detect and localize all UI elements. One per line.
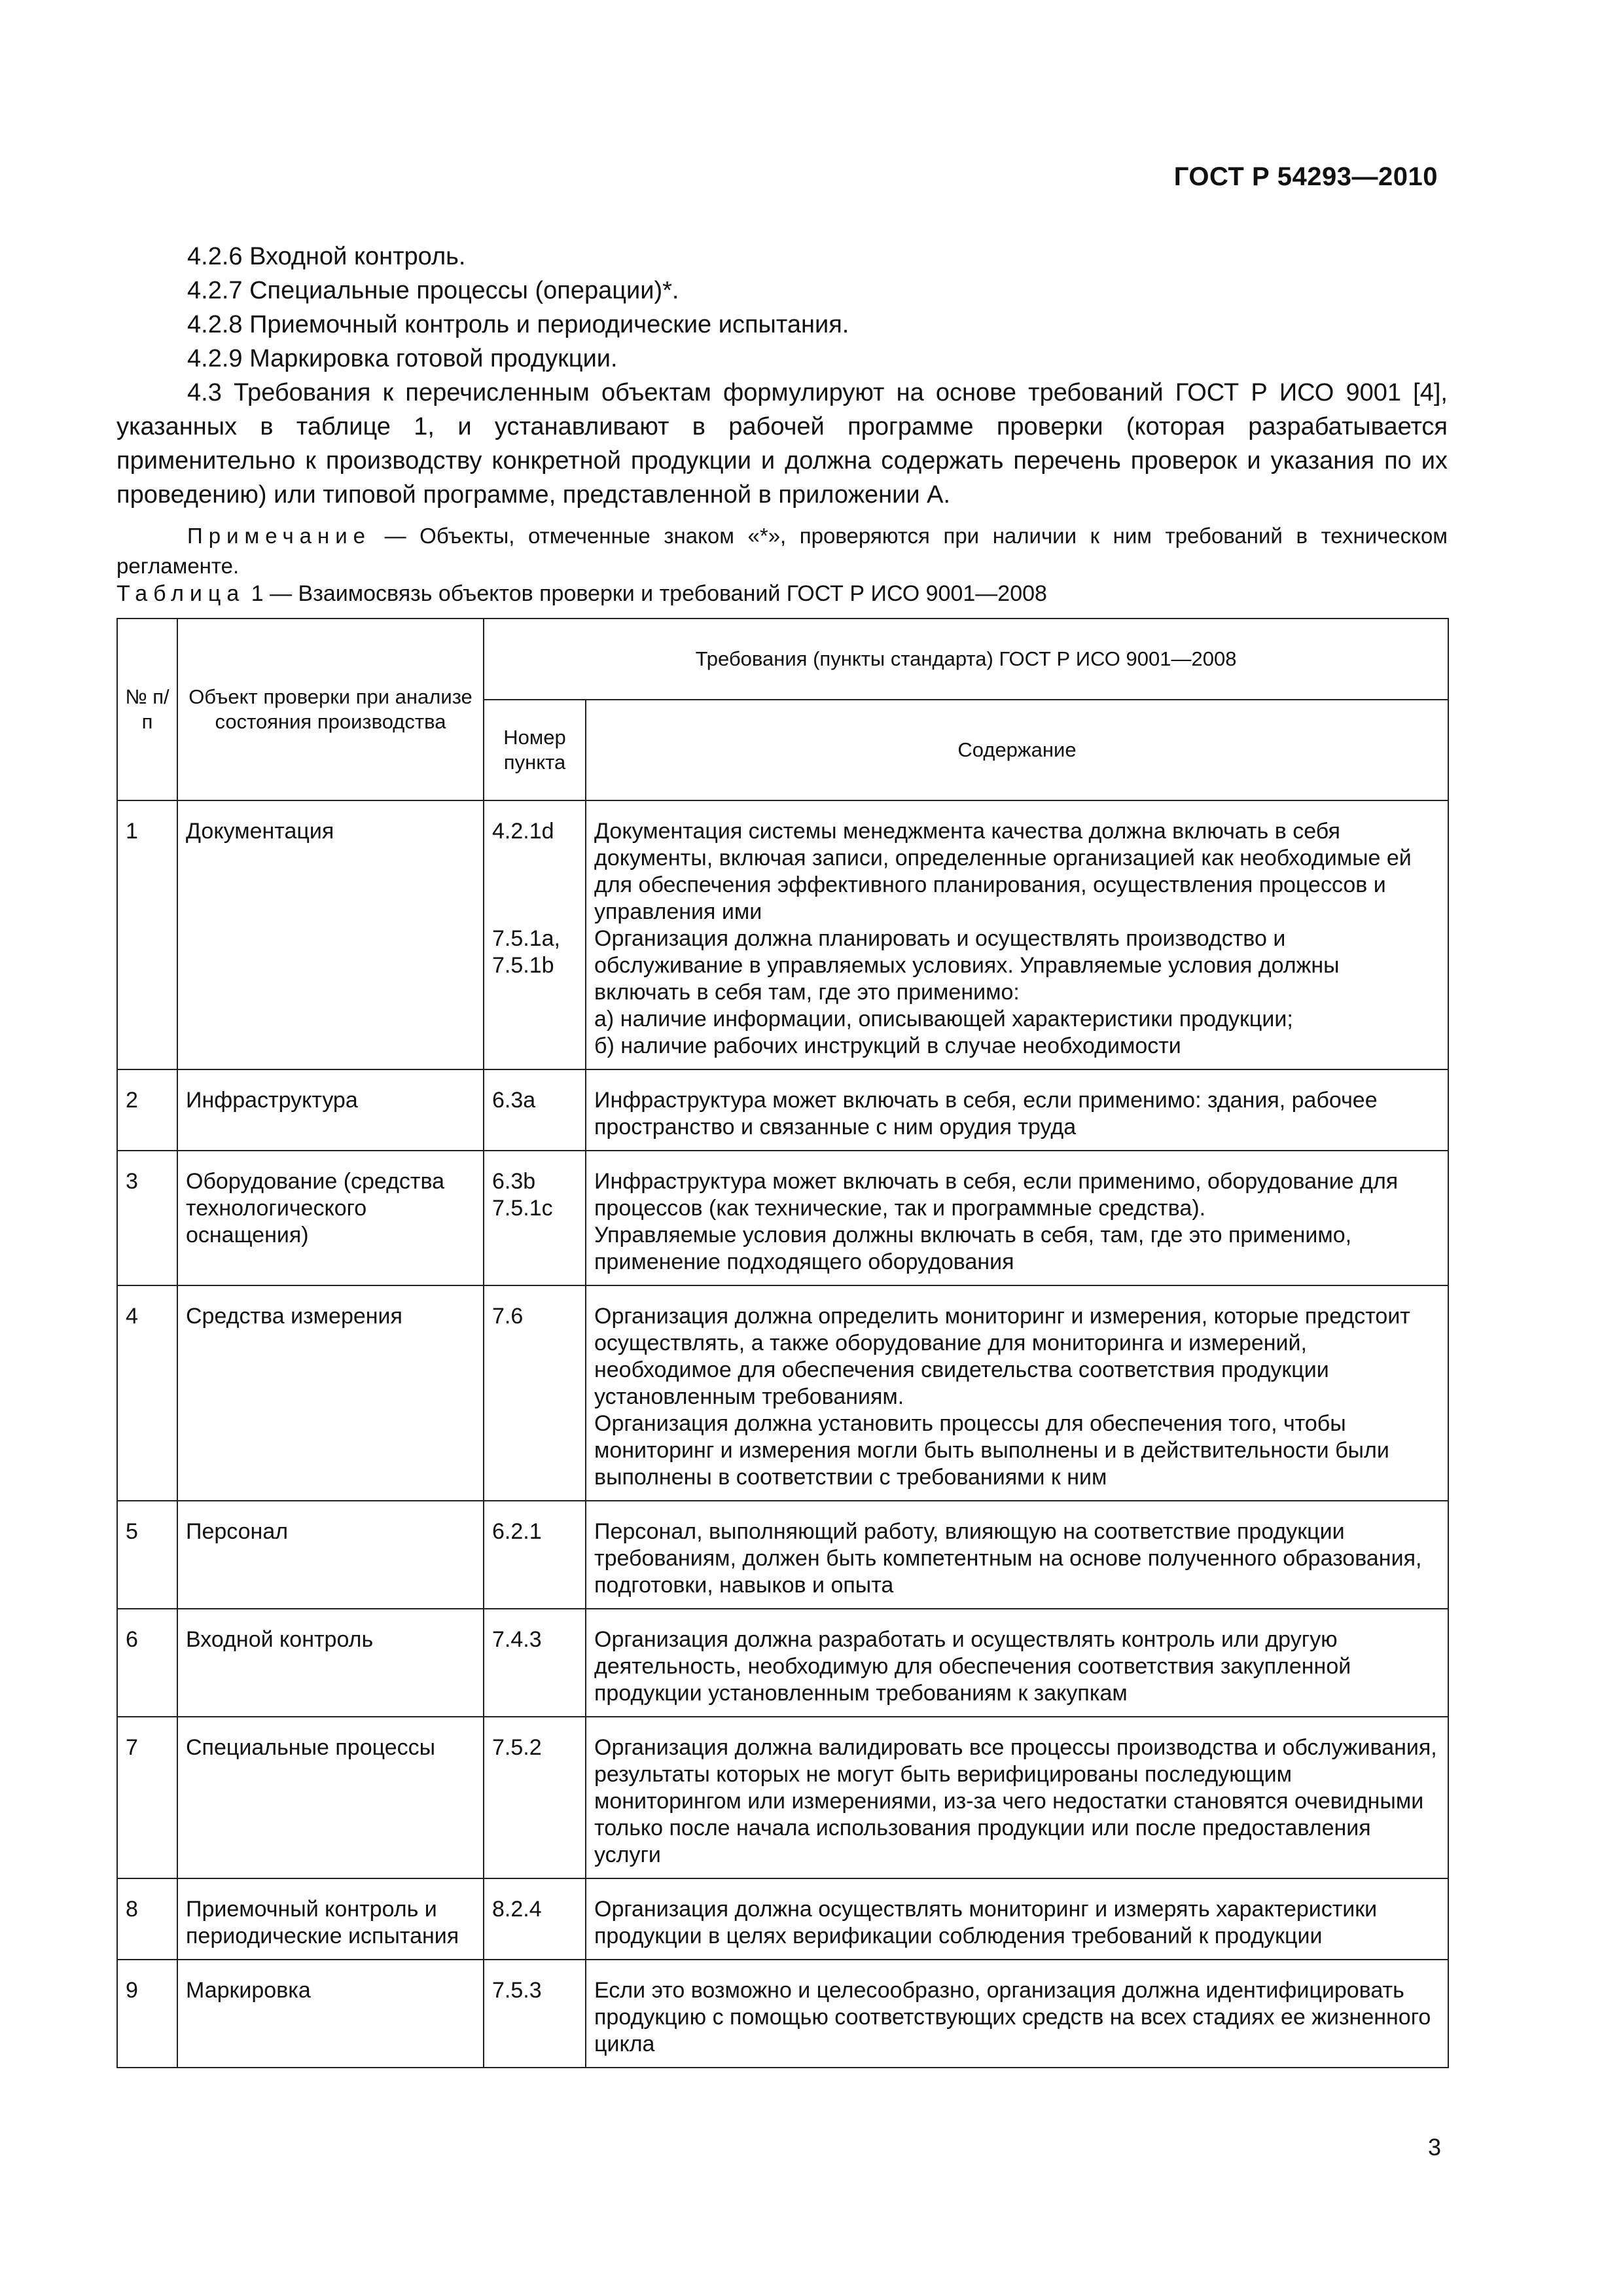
row-no: 7 <box>117 1717 177 1878</box>
row-clause: 7.6 <box>484 1285 586 1501</box>
header-content: Содержание <box>586 700 1448 800</box>
clause-4-2-7: 4.2.7 Специальные процессы (операции)*. <box>187 277 679 304</box>
row-no: 1 <box>117 800 177 1069</box>
row-content-part: Управляемые условия должны включать в себя, там, где это применимо, применение подходящего оборудования <box>594 1223 1352 1274</box>
row-content <box>586 1151 1448 1285</box>
row-clause: 7.5.3 <box>484 1960 586 2068</box>
row-content-part: а) наличие информации, описывающей характеристики продукции; <box>594 1007 1293 1031</box>
row-no: 2 <box>117 1069 177 1151</box>
table-row <box>117 1609 1448 1717</box>
table-caption-label: Таблица <box>116 581 245 606</box>
row-no: 4 <box>117 1285 177 1501</box>
body-text <box>116 240 1448 581</box>
row-clause: 8.2.4 <box>484 1878 586 1960</box>
row-object: Оборудование (средства технологического оснащения) <box>177 1151 484 1285</box>
row-object: Средства измерения <box>177 1285 484 1501</box>
standard-code: ГОСТ Р 54293—2010 <box>1173 162 1438 191</box>
clause-4-2-8: 4.2.8 Приемочный контроль и периодические испытания. <box>187 311 849 338</box>
clause-4-2-6: 4.2.6 Входной контроль. <box>187 243 466 270</box>
paragraph-4-3: 4.3 Требования к перечисленным объектам формулируют на основе требований ГОСТ Р ИСО 9001 [4], указанных в таблице 1, и устанавливают в рабочей программе проверки (которая разрабатывается применительно к производству конкретной продукции и должна содержать перечень проверок и указания по их проведению) или типовой программе, представленной в приложении А. <box>116 379 1448 509</box>
row-content: Если это возможно и целесообразно, организация должна идентифицировать продукцию с помощью соответствующих средств на всех стадиях ее жизненного цикла <box>586 1960 1448 2068</box>
note-label: Примечание <box>187 524 372 548</box>
row-object: Маркировка <box>177 1960 484 2068</box>
row-content-part: б) наличие рабочих инструкций в случае необходимости <box>594 1033 1181 1058</box>
row-content: Организация должна разработать и осуществлять контроль или другую деятельность, необходимую для обеспечения соответствия закупленной продукции установленным требованиям к закупкам <box>586 1609 1448 1717</box>
row-no: 6 <box>117 1609 177 1717</box>
note <box>116 521 1448 581</box>
header-requirements: Требования (пункты стандарта) ГОСТ Р ИСО 9001—2008 <box>484 619 1448 700</box>
row-clause: 6.2.1 <box>484 1501 586 1609</box>
table-caption-text: 1 — Взаимосвязь объектов проверки и требований ГОСТ Р ИСО 9001—2008 <box>245 581 1047 606</box>
row-clause-primary: 4.2.1d <box>492 819 554 844</box>
row-content-part: Инфраструктура может включать в себя, если применимо, оборудование для процессов (как технические, так и программные средства). <box>594 1169 1399 1221</box>
row-object: Инфраструктура <box>177 1069 484 1151</box>
row-content-part: Организация должна установить процессы для обеспечения того, чтобы мониторинг и измерения могли быть выполнены и в действительности были выполнены в соответствии с требованиями к ним <box>594 1411 1389 1490</box>
header-object: Объект проверки при анализе состояния производства <box>177 619 484 800</box>
table-row <box>117 1069 1448 1151</box>
table-row <box>117 1501 1448 1609</box>
row-clause: 6.3а <box>484 1069 586 1151</box>
requirements-table <box>116 618 1449 2068</box>
row-object: Персонал <box>177 1501 484 1609</box>
table-header-row <box>117 619 1448 700</box>
row-content-part: Документация системы менеджмента качества должна включать в себя документы, включая записи, определенные организацией как необходимые ей для обеспечения эффективного планирования, осуществления процессов и управления ими <box>594 819 1412 924</box>
row-content: Инфраструктура может включать в себя, если применимо: здания, рабочее пространство и связанные с ним орудия труда <box>586 1069 1448 1151</box>
note-text: — Объекты, отмеченные знаком «*», проверяются при наличии к ним требований в техническом регламенте. <box>116 524 1448 578</box>
row-no: 8 <box>117 1878 177 1960</box>
row-clause: 6.3b 7.5.1с <box>484 1151 586 1285</box>
table-row <box>117 1151 1448 1285</box>
table-row <box>117 1960 1448 2068</box>
table-caption <box>116 581 1047 607</box>
table-row <box>117 1878 1448 1960</box>
row-object: Документация <box>177 800 484 1069</box>
row-content: Организация должна осуществлять мониторинг и измерять характеристики продукции в целях верификации соблюдения требований к продукции <box>586 1878 1448 1960</box>
row-content: Персонал, выполняющий работу, влияющую на соответствие продукции требованиям, должен быть компетентным на основе полученного образования, подготовки, навыков и опыта <box>586 1501 1448 1609</box>
header-clause-no: Номер пункта <box>484 700 586 800</box>
row-clause <box>484 800 586 1069</box>
header-no: № п/п <box>117 619 177 800</box>
row-no: 3 <box>117 1151 177 1285</box>
table-row <box>117 800 1448 1069</box>
row-clause: 7.5.2 <box>484 1717 586 1878</box>
clause-4-2-9: 4.2.9 Маркировка готовой продукции. <box>187 345 618 372</box>
row-no: 9 <box>117 1960 177 2068</box>
row-object: Приемочный контроль и периодические испытания <box>177 1878 484 1960</box>
row-object: Входной контроль <box>177 1609 484 1717</box>
row-content <box>586 1285 1448 1501</box>
table-row <box>117 1717 1448 1878</box>
row-content-part: Организация должна планировать и осуществлять производство и обслуживание в управляемых условиях. Управляемые условия должны включать в себя там, где это применимо: <box>594 926 1340 1005</box>
page-number: 3 <box>1427 2134 1441 2161</box>
row-object: Специальные процессы <box>177 1717 484 1878</box>
row-content <box>586 800 1448 1069</box>
row-content: Организация должна валидировать все процессы производства и обслуживания, результаты которых не могут быть верифицированы последующим мониторингом или измерениями, из-за чего недостатки становятся очевидными только после начала использования продукции или после предоставления услуги <box>586 1717 1448 1878</box>
row-clause: 7.4.3 <box>484 1609 586 1717</box>
table-row <box>117 1285 1448 1501</box>
row-clause-secondary: 7.5.1a, 7.5.1b <box>492 926 560 978</box>
row-no: 5 <box>117 1501 177 1609</box>
row-content-part: Организация должна определить мониторинг и измерения, которые предстоит осуществлять, а также оборудование для мониторинга и измерений, необходимое для обеспечения свидетельства соответствия продукции установленным требованиям. <box>594 1304 1410 1409</box>
